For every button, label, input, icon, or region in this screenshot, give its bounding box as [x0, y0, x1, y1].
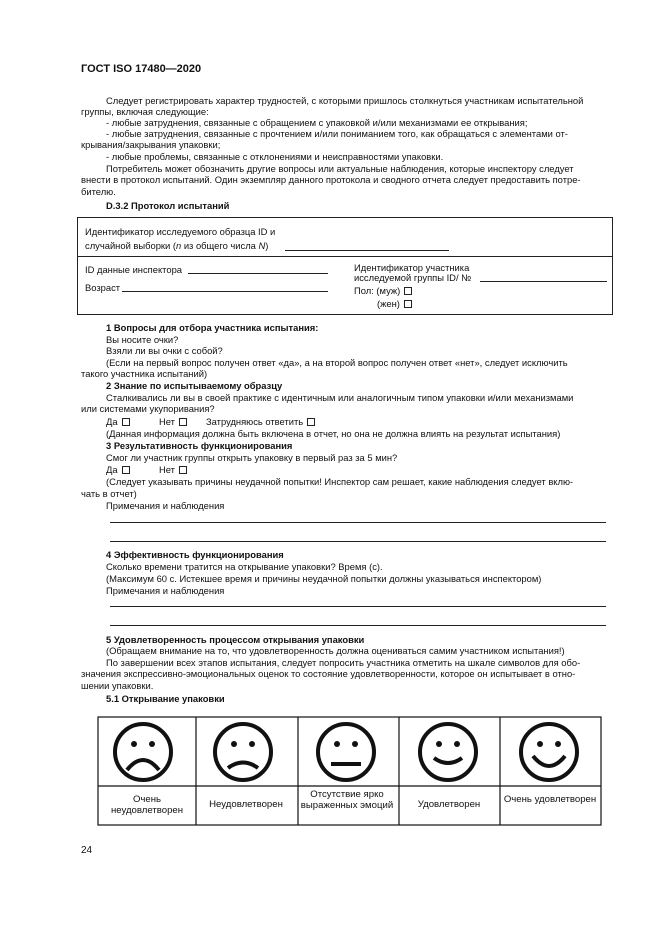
question-text: или системами укупоривания? — [81, 403, 215, 414]
question-note: (Следует указывать причины неудачной попытки! Инспектор сам решает, какие наблюдения следует вклю- — [106, 476, 574, 487]
question-title: 2 Знание по испытываемому образцу — [106, 380, 283, 391]
sex-female-option[interactable]: (жен) — [377, 298, 412, 309]
satisfied-face-icon[interactable] — [420, 724, 476, 780]
page-number: 24 — [81, 845, 93, 856]
sample-id-label: Идентификатор исследуемого образца ID и — [85, 226, 276, 237]
question-text: шении упаковки. — [81, 680, 154, 691]
question-note: (Данная информация должна быть включена в отчет, но она не должна влиять на результат испытания) — [106, 428, 561, 439]
intro-line: группы, включая следующие: — [81, 106, 209, 117]
answer-no[interactable]: Нет — [159, 464, 187, 475]
intro-line: бителю. — [81, 186, 116, 197]
age-label: Возраст — [85, 282, 121, 293]
unsatisfied-face-icon[interactable] — [215, 724, 271, 780]
answer-unsure[interactable]: Затрудняюсь ответить — [206, 416, 315, 427]
bullet-item: крывания/закрывания упаковки; — [81, 139, 221, 150]
answer-yes[interactable]: Да — [106, 464, 130, 475]
inspector-id-label: ID данные инспектора — [85, 264, 183, 275]
intro-line: Потребитель может обозначить другие вопросы или актуальные наблюдения, которые инспектору следует — [106, 163, 574, 174]
scale-label-unsatisfied: Неудовлетворен — [209, 799, 283, 810]
very-satisfied-face-icon[interactable] — [521, 724, 577, 780]
scale-label-very-satisfied: Очень удовлетворен — [503, 794, 597, 805]
answer-yes[interactable]: Да — [106, 416, 130, 427]
bullet-item: - любые проблемы, связанные с отклонениями и неисправностями упаковки. — [106, 151, 444, 162]
participant-id-label: Идентификатор участника — [354, 262, 470, 273]
question-text: Взяли ли вы очки с собой? — [106, 345, 223, 356]
subsection-title: 5.1 Открывание упаковки — [106, 693, 225, 704]
very-unsatisfied-face-icon[interactable] — [115, 724, 171, 780]
question-title: 5 Удовлетворенность процессом открывания упаковки — [106, 634, 365, 645]
intro-line: Следует регистрировать характер трудностей, с которыми пришлось столкнуться участникам испытательной — [106, 95, 584, 106]
scale-label-satisfied: Удовлетворен — [417, 799, 481, 810]
question-title: 1 Вопросы для отбора участника испытания: — [106, 322, 319, 333]
remarks-label: Примечания и наблюдения — [106, 585, 225, 596]
question-text: Сталкивались ли вы в своей практике с идентичным или аналогичным типом упаковки и/или механизмами — [106, 392, 574, 403]
question-text: Сколько времени тратится на открывание упаковки? Время (с). — [106, 561, 383, 572]
question-text: По завершении всех этапов испытания, следует попросить участника отметить на шкале символов для обо- — [106, 657, 581, 668]
scale-label-neutral: Отсутствие ярко выраженных эмоций — [300, 789, 394, 811]
remarks-label: Примечания и наблюдения — [106, 500, 225, 511]
answer-no[interactable]: Нет — [159, 416, 187, 427]
question-note: (Максимум 60 с. Истекшее время и причины неудачной попытки должны указываться инспектором) — [106, 573, 542, 584]
question-note: чать в отчет) — [81, 488, 137, 499]
question-title: 4 Эффективность функционирования — [106, 549, 284, 560]
question-note: такого участника испытаний) — [81, 368, 208, 379]
participant-id-label-2: исследуемой группы ID/ № — [354, 272, 472, 283]
question-text: Смог ли участник группы открыть упаковку в первый раз за 5 мин? — [106, 452, 398, 463]
question-note: (Обращаем внимание на то, что удовлетворенность должна оцениваться самим участником испытания!) — [106, 645, 565, 656]
bullet-item: - любые затруднения, связанные с прочтением и/или пониманием того, как обращаться с элементами от- — [106, 128, 568, 139]
sample-id-label-2: случайной выборки (n из общего числа N) — [85, 240, 269, 251]
intro-line: внести в протокол испытаний. Один экземпляр данного протокола и сводного отчета следует предоставить потре- — [81, 174, 581, 185]
question-text: Вы носите очки? — [106, 334, 179, 345]
question-title: 3 Результативность функционирования — [106, 440, 293, 451]
sex-male-option[interactable]: Пол: (муж) — [354, 285, 412, 296]
question-text: значения экспрессивно-эмоциональных оценок то состояние удовлетворенности, которое он испытывает в отно- — [81, 668, 576, 679]
scale-label-very-unsatisfied: Очень неудовлетворен — [110, 794, 184, 816]
section-title: D.3.2 Протокол испытаний — [106, 200, 230, 211]
bullet-item: - любые затруднения, связанные с обращением с упаковкой и/или механизмами ее открывания; — [106, 117, 528, 128]
document-header: ГОСТ ISO 17480—2020 — [81, 63, 202, 75]
neutral-face-icon[interactable] — [318, 724, 374, 780]
question-note: (Если на первый вопрос получен ответ «да», а на второй вопрос получен ответ «нет», следует исключить — [106, 357, 568, 368]
